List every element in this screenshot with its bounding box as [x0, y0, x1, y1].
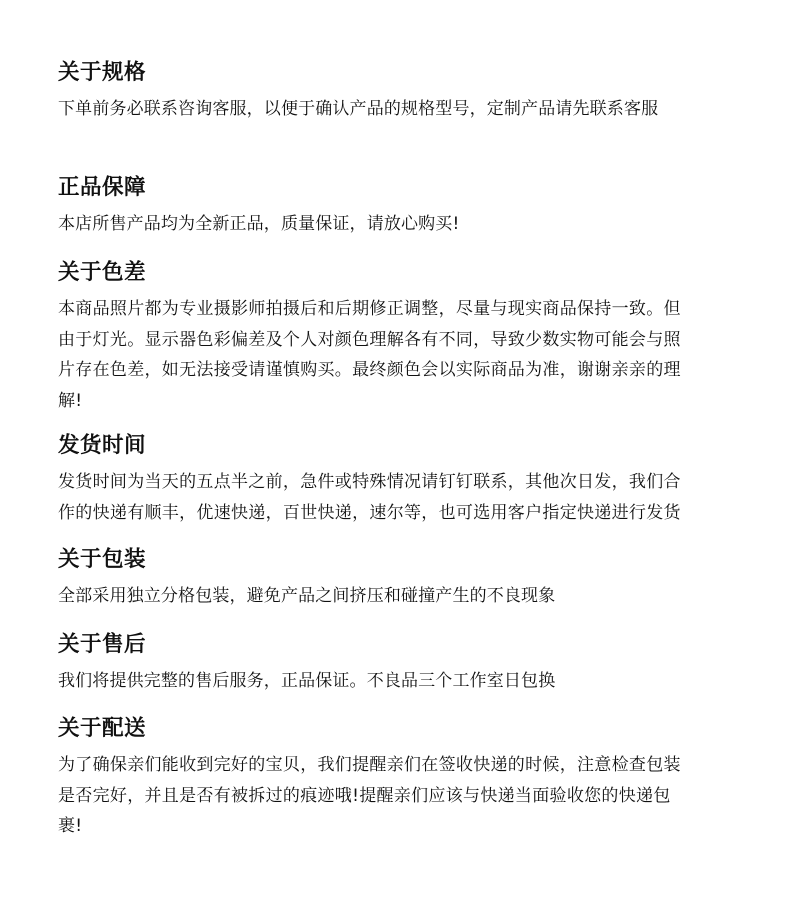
section-text: [58, 467, 738, 528]
section-text: 下单前务必联系咨询客服，以便于确认产品的规格型号，定制产品请先联系客服: [58, 99, 659, 119]
section-title: 关于配送: [58, 716, 147, 741]
text-line: 发货时间为当天的五点半之前，急件或特殊情况请钉钉联系，其他次日发，我们合: [58, 472, 681, 492]
text-line: 由于灯光。显示器色彩偏差及个人对颜色理解各有不同，导致少数实物可能会与照: [58, 329, 681, 350]
text-line: 是否完好，并且是否有被拆过的痕迹哦!提醒亲们应该与快递当面验收您的快递包: [58, 785, 671, 806]
text-line: 作的快递有顺丰，优速快递，百世快递，速尔等，也可选用客户指定快递进行发货: [58, 502, 681, 523]
section-text: 我们将提供完整的售后服务，正品保证。不良品三个工作室日包换: [58, 671, 556, 691]
section-color-difference: [58, 258, 738, 416]
section-text: 全部采用独立分格包装，避免产品之间挤压和碰撞产生的不良现象: [58, 586, 556, 606]
text-line: 片存在色差，如无法接受请谨慎购买。最终颜色会以实际商品为准，谢谢亲亲的理: [58, 360, 681, 380]
section-authenticity: [58, 173, 738, 240]
section-shipping-time: [58, 431, 738, 528]
section-specs: [58, 58, 738, 125]
section-packaging: [58, 545, 738, 612]
section-title: 关于色差: [58, 260, 147, 285]
text-line: 裹!: [58, 816, 83, 836]
section-text: 本店所售产品均为全新正品，质量保证，请放心购买!: [58, 214, 460, 234]
section-title: 发货时间: [58, 433, 147, 458]
section-text: [58, 294, 738, 416]
section-title: 关于包装: [58, 547, 147, 572]
section-text: [58, 750, 738, 842]
section-delivery: [58, 714, 738, 842]
section-title: 关于规格: [58, 60, 147, 85]
text-line: 解!: [58, 390, 83, 411]
section-after-sales: [58, 630, 738, 697]
text-line: 本商品照片都为专业摄影师拍摄后和后期修正调整，尽量与现实商品保持一致。但: [58, 299, 681, 319]
section-title: 正品保障: [58, 175, 147, 200]
section-title: 关于售后: [58, 632, 147, 657]
text-line: 为了确保亲们能收到完好的宝贝，我们提醒亲们在签收快递的时候，注意检查包装: [58, 755, 681, 775]
